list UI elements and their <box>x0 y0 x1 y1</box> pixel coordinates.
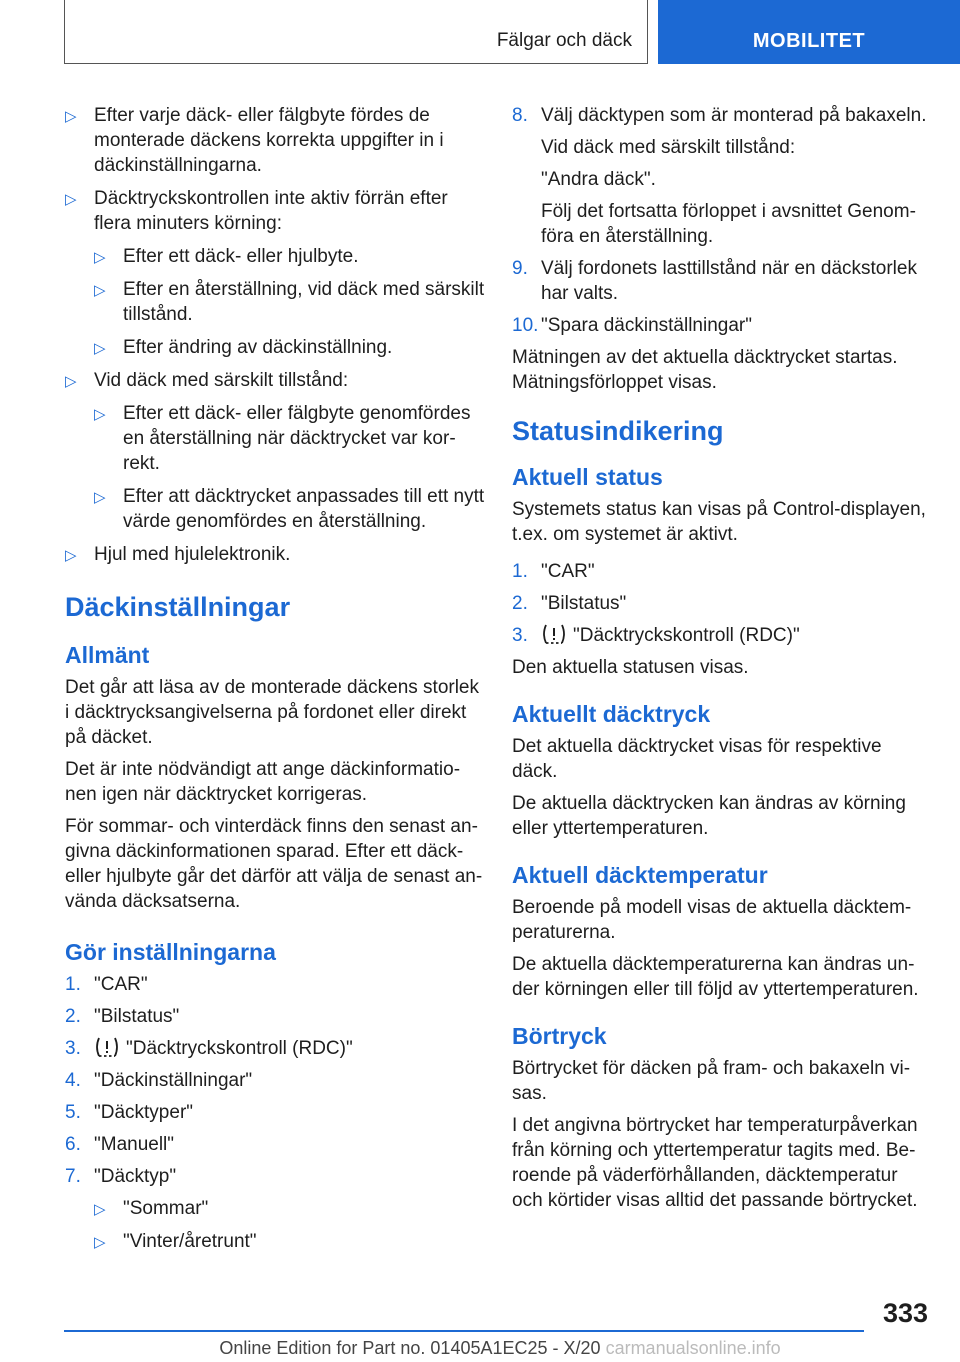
triangle-bullet-icon: ▷ <box>94 249 106 266</box>
right-column <box>512 103 932 1220</box>
step-detail: "Andra däck". <box>541 169 656 190</box>
step-detail: Vid däck med särskilt tillstånd: <box>541 137 796 158</box>
triangle-bullet-icon: ▷ <box>94 282 106 299</box>
subsection-heading: Aktuellt däcktryck <box>512 701 711 727</box>
numbered-step: 2. "Bilstatus" <box>512 593 627 614</box>
sub-bullet-item: ▷ "Vinter/åretrunt" <box>94 1229 485 1254</box>
triangle-bullet-icon: ▷ <box>94 1201 106 1218</box>
paragraph: För sommar- och vinterdäck finns den senast angivna däckinformationen sparad. Efter ett däck- eller hjulbyte går det därför att välja de senast använda däcksatserna. <box>65 816 483 912</box>
bullet-item: ▷ Efter varje däck- eller fälgbyte fördes de monterade däckens korrekta uppgifter in i däckinställningarna. <box>65 105 444 176</box>
section-heading: Statusindikering <box>512 416 724 446</box>
paragraph: Mätningen av det aktuella däcktrycket startas. Mätningsförloppet visas. <box>512 347 898 393</box>
triangle-bullet-icon: ▷ <box>94 489 106 506</box>
paragraph: Det är inte nödvändigt att ange däckinformationen igen när däcktrycket korrigeras. <box>65 759 461 805</box>
triangle-bullet-icon: ▷ <box>65 108 77 125</box>
header-section-title: Fälgar och däck <box>496 30 632 51</box>
paragraph: De aktuella däcktemperaturerna kan ändras under körningen eller till följd av yttertemperaturen. <box>512 954 919 1000</box>
paragraph: Den aktuella statusen visas. <box>512 657 749 678</box>
numbered-step: 6. "Manuell" <box>65 1134 175 1155</box>
triangle-bullet-icon: ▷ <box>94 1234 106 1251</box>
paragraph: I det angivna börtrycket har temperaturpåverkan från körning och yttertemperatur tagits med. Beroende på väderförhållanden, däcktemperatur och körtider visas alltid det passande börtrycket. <box>512 1115 918 1211</box>
numbered-step: 4. "Däckinställningar" <box>65 1070 253 1091</box>
triangle-bullet-icon: ▷ <box>65 547 77 564</box>
numbered-step: 10. "Spara däckinställningar" <box>512 315 752 336</box>
numbered-step: 7. "Däcktyp" <box>65 1166 177 1187</box>
triangle-bullet-icon: ▷ <box>94 406 106 423</box>
numbered-step: 3. "Däcktryckskontroll (RDC)" <box>512 625 800 646</box>
footer-edition: Online Edition for Part no. 01405A1EC25 - X/20 carmanualsonline.info <box>219 1338 781 1358</box>
numbered-step: 8. Välj däcktypen som är monterad på bakaxeln. <box>512 105 927 126</box>
subsection-heading: Allmänt <box>65 642 150 668</box>
sub-bullet-item: ▷ Efter en återställning, vid däck med särskilt tillstånd. <box>94 279 485 325</box>
paragraph: Det går att läsa av de monterade däckens storlek i däcktrycksangivelserna på fordonet eller direkt på däcket. <box>65 677 480 748</box>
triangle-bullet-icon: ▷ <box>94 340 106 357</box>
paragraph: De aktuella däcktrycken kan ändras av körning eller yttertemperaturen. <box>512 793 906 839</box>
paragraph: Systemets status kan visas på Control-displayen, t.ex. om systemet är aktivt. <box>512 499 926 545</box>
bullet-item: ▷ Däcktryckskontrollen inte aktiv förrän efter flera minuters körning: <box>65 188 448 234</box>
footer-divider <box>64 1330 864 1332</box>
subsection-heading: Aktuell status <box>512 464 663 490</box>
left-column <box>65 103 485 1262</box>
footer-watermark: carmanualsonline.info <box>605 1338 781 1358</box>
paragraph: Börtrycket för däcken på fram- och bakaxeln visas. <box>512 1058 911 1104</box>
section-heading: Däckinställningar <box>65 592 291 622</box>
page-number: 333 <box>882 1298 928 1328</box>
header-chapter-tab: MOBILITET <box>658 0 960 64</box>
sub-bullet-item: ▷ Efter ett däck- eller hjulbyte. <box>94 244 485 269</box>
subsection-heading: Aktuell däcktemperatur <box>512 862 768 888</box>
numbered-step: 3. "Däcktryckskontroll (RDC)" <box>65 1038 353 1059</box>
step-detail: Följ det fortsatta förloppet i avsnittet Genomföra en återställning. <box>541 201 916 247</box>
numbered-step: 1. "CAR" <box>512 561 595 582</box>
sub-bullet-item: ▷ "Sommar" <box>94 1196 485 1221</box>
subsection-heading: Gör inställningarna <box>65 939 276 965</box>
subsection-heading: Börtryck <box>512 1023 607 1049</box>
sub-bullet-item: ▷ Efter att däcktrycket anpassades till ett nytt värde genomfördes en återställning. <box>94 486 485 532</box>
triangle-bullet-icon: ▷ <box>65 191 77 208</box>
numbered-step: 2. "Bilstatus" <box>65 1006 180 1027</box>
tire-pressure-warning-icon <box>541 623 567 645</box>
bullet-item: ▷ Hjul med hjulelektronik. <box>65 542 485 567</box>
paragraph: Det aktuella däcktrycket visas för respektive däck. <box>512 736 882 782</box>
tire-pressure-warning-icon <box>94 1036 120 1058</box>
bullet-item: ▷ Vid däck med särskilt tillstånd: <box>65 368 485 393</box>
sub-bullet-item: ▷ Efter ett däck- eller fälgbyte genomfördes en återställning när däcktrycket var korrekt. <box>94 403 471 474</box>
numbered-step: 9. Välj fordonets lasttillstånd när en däckstorlek har valts. <box>512 258 917 304</box>
numbered-step: 5. "Däcktyper" <box>65 1102 194 1123</box>
sub-bullet-item: ▷ Efter ändring av däckinställning. <box>94 335 485 360</box>
numbered-step: 1. "CAR" <box>65 974 148 995</box>
paragraph: Beroende på modell visas de aktuella däcktemperaturerna. <box>512 897 912 943</box>
triangle-bullet-icon: ▷ <box>65 373 77 390</box>
